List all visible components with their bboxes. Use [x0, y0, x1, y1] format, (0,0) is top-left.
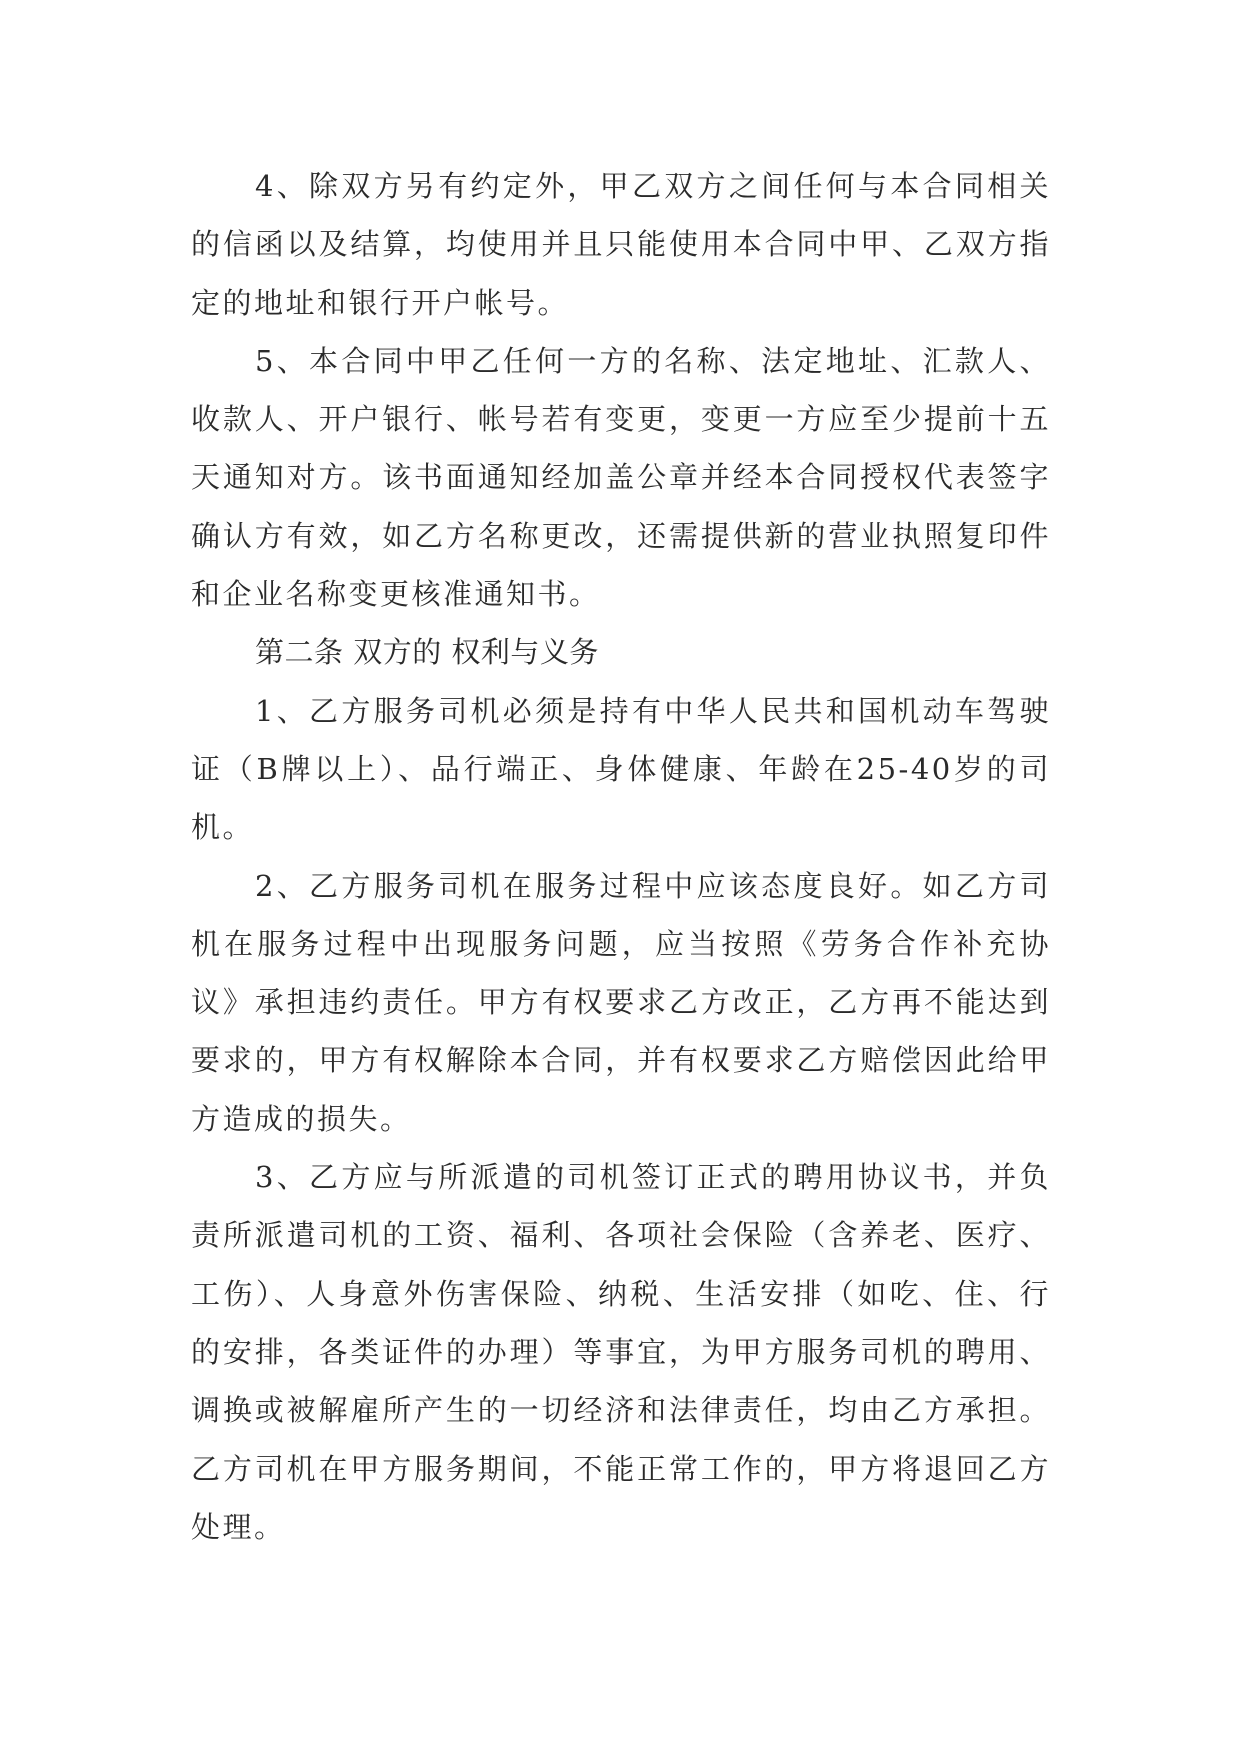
clause-4-paragraph: 4、除双方另有约定外，甲乙双方之间任何与本合同相关的信函以及结算，均使用并且只能使用本合同中甲、乙双方指定的地址和银行开户帐号。 [191, 169, 1051, 320]
article-2-clause-1: 1、乙方服务司机必须是持有中华人民共和国机动车驾驶证（B牌以上）、品行端正、身体健康、年龄在25-40岁的司机。 [191, 693, 1051, 845]
article-2-clause-2: 2、乙方服务司机在服务过程中应该态度良好。如乙方司机在服务过程中出现服务问题，应当按照《劳务合作补充协议》承担违约责任。甲方有权要求乙方改正，乙方再不能达到要求的，甲方有权解除本合同，并有权要求乙方赔偿因此给甲方造成的损失。 [191, 868, 1051, 1136]
article-2-heading: 第二条 双方的 权利与义务 [255, 635, 599, 670]
document-body [191, 157, 1051, 1556]
article-2-clause-3: 3、乙方应与所派遣的司机签订正式的聘用协议书，并负责所派遣司机的工资、福利、各项社会保险（含养老、医疗、工伤）、人身意外伤害保险、纳税、生活安排（如吃、住、行的安排，各类证件的办理）等事宜，为甲方服务司机的聘用、调换或被解雇所产生的一切经济和法律责任，均由乙方承担。乙方司机在甲方服务期间，不能正常工作的，甲方将退回乙方处理。 [191, 1160, 1051, 1544]
clause-5-paragraph: 5、本合同中甲乙任何一方的名称、法定地址、汇款人、收款人、开户银行、帐号若有变更，变更一方应至少提前十五天通知对方。该书面通知经加盖公章并经本合同授权代表签字确认方有效，如乙方名称更改，还需提供新的营业执照复印件和企业名称变更核准通知书。 [191, 343, 1051, 612]
